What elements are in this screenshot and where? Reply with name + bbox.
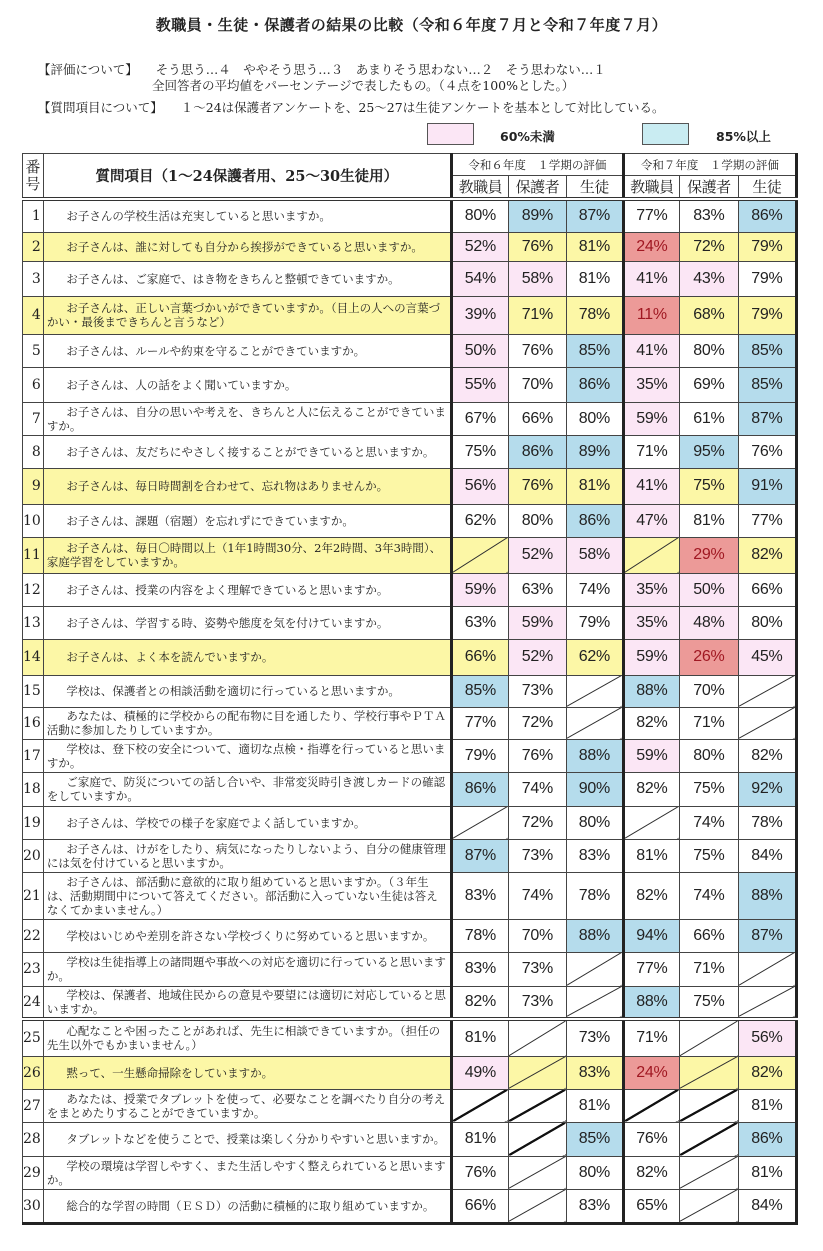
score-cell-student-r7: 45% (738, 639, 796, 675)
score-cell-staff-r6: 54% (451, 261, 508, 296)
score-cell-parent-r7: 80% (679, 334, 738, 367)
question-text: ご家庭で、防災についての話し合いや、非常変災時引き渡しカードの確認をしていますか。 (43, 772, 451, 806)
score-cell-parent-r6: 73% (508, 986, 566, 1019)
row-number: 21 (23, 872, 44, 919)
score-cell-student-r6: 58% (566, 537, 623, 573)
score-cell-parent-r7: 26% (679, 639, 738, 675)
score-cell-student-r7: 92% (738, 772, 796, 806)
score-cell-student-r7: 79% (738, 232, 796, 261)
question-text: タブレットなどを使うことで、授業は楽しく分かりやすいと思いますか。 (43, 1122, 451, 1156)
score-cell-staff-r7 (623, 537, 679, 573)
question-text: お子さんは、よく本を読んでいますか。 (43, 639, 451, 675)
score-cell-parent-r7 (679, 1156, 738, 1189)
score-cell-staff-r6: 56% (451, 468, 508, 504)
table-row (23, 261, 797, 296)
score-cell-student-r6: 85% (566, 1122, 623, 1156)
question-text: お子さんは、課題（宿題）を忘れずにできていますか。 (43, 504, 451, 537)
score-cell-parent-r6: 70% (508, 919, 566, 952)
table-row (23, 1189, 797, 1223)
score-cell-student-r6: 73% (566, 1019, 623, 1056)
score-cell-student-r6: 83% (566, 839, 623, 872)
score-cell-parent-r7: 75% (679, 839, 738, 872)
score-cell-staff-r6: 79% (451, 739, 508, 772)
score-cell-parent-r6: 58% (508, 261, 566, 296)
score-cell-staff-r6: 83% (451, 872, 508, 919)
question-text: あなたは、積極的に学校からの配布物に目を通したり、学校行事やＰＴＡ活動に参加したりしていますか。 (43, 707, 451, 739)
row-number: 1 (23, 199, 44, 232)
question-text: お子さんの学校生活は充実していると思いますか。 (43, 199, 451, 232)
row-number: 20 (23, 839, 44, 872)
score-cell-student-r6: 81% (566, 261, 623, 296)
score-cell-staff-r6: 52% (451, 232, 508, 261)
score-cell-parent-r7 (679, 1122, 738, 1156)
row-number: 4 (23, 296, 44, 334)
score-cell-student-r6: 88% (566, 919, 623, 952)
question-text: 総合的な学習の時間（ＥＳＤ）の活動に積極的に取り組めていますか。 (43, 1189, 451, 1223)
score-cell-parent-r7: 61% (679, 402, 738, 435)
score-cell-parent-r7: 69% (679, 367, 738, 402)
score-cell-parent-r6: 72% (508, 806, 566, 839)
score-cell-staff-r6: 50% (451, 334, 508, 367)
score-cell-student-r7: 82% (738, 1056, 796, 1089)
items-label: 【質問項目について】 (38, 100, 163, 115)
table-row (23, 952, 797, 986)
row-number: 25 (23, 1019, 44, 1056)
question-text: 学校は、保護者、地域住民からの意見や要望には適切に対応していると思いますか。 (43, 986, 451, 1019)
table-row (23, 199, 797, 232)
score-cell-staff-r6: 80% (451, 199, 508, 232)
question-text: あなたは、授業でタブレットを使って、必要なことを調べたり自分の考えをまとめたりすることができていますか。 (43, 1089, 451, 1122)
score-cell-student-r7: 81% (738, 1156, 796, 1189)
score-cell-parent-r7: 29% (679, 537, 738, 573)
score-cell-student-r7: 85% (738, 367, 796, 402)
table-row (23, 334, 797, 367)
score-cell-student-r6: 90% (566, 772, 623, 806)
row-number: 16 (23, 707, 44, 739)
score-cell-staff-r6: 81% (451, 1019, 508, 1056)
score-cell-staff-r6: 86% (451, 772, 508, 806)
score-cell-staff-r7: 24% (623, 1056, 679, 1089)
score-cell-parent-r7: 43% (679, 261, 738, 296)
score-cell-parent-r6: 76% (508, 468, 566, 504)
question-text: お子さんは、毎日〇時間以上（1年1時間30分、2年2時間、3年3時間）、家庭学習をしていますか。 (43, 537, 451, 573)
score-cell-staff-r7: 24% (623, 232, 679, 261)
score-cell-staff-r7: 47% (623, 504, 679, 537)
score-cell-parent-r6 (508, 1056, 566, 1089)
score-cell-staff-r7: 35% (623, 367, 679, 402)
score-cell-student-r6: 80% (566, 402, 623, 435)
score-cell-parent-r6: 76% (508, 739, 566, 772)
score-cell-staff-r7: 82% (623, 772, 679, 806)
score-cell-parent-r6: 89% (508, 199, 566, 232)
score-cell-student-r6 (566, 986, 623, 1019)
score-cell-staff-r6: 81% (451, 1122, 508, 1156)
row-number: 17 (23, 739, 44, 772)
results-table (22, 153, 798, 1225)
score-cell-student-r7: 56% (738, 1019, 796, 1056)
question-text: お子さんは、ルールや約束を守ることができていますか。 (43, 334, 451, 367)
table-row (23, 296, 797, 334)
items-desc: １～24は保護者アンケートを、25～27は生徒アンケートを基本として対比している。 (180, 100, 665, 115)
header-role-student-r7: 生徒 (738, 176, 796, 200)
score-cell-staff-r7: 59% (623, 402, 679, 435)
table-row (23, 675, 797, 707)
score-cell-student-r6: 83% (566, 1189, 623, 1223)
header-year-r6: 令和６年度 １学期の評価 (451, 154, 623, 176)
rating-label: 【評価について】 (38, 62, 138, 77)
score-cell-staff-r7: 88% (623, 675, 679, 707)
question-text: お子さんは、自分の思いや考えを、きちんと人に伝えることができていますか。 (43, 402, 451, 435)
question-text: お子さんは、学習する時、姿勢や態度を気を付けていますか。 (43, 606, 451, 639)
score-cell-parent-r6: 80% (508, 504, 566, 537)
score-cell-staff-r6: 66% (451, 1189, 508, 1223)
score-cell-student-r7: 86% (738, 1122, 796, 1156)
score-cell-parent-r6: 76% (508, 334, 566, 367)
score-cell-student-r7: 82% (738, 739, 796, 772)
header-number: 番号 (23, 154, 44, 200)
score-cell-parent-r6: 59% (508, 606, 566, 639)
score-cell-staff-r6: 87% (451, 839, 508, 872)
score-cell-parent-r7: 71% (679, 952, 738, 986)
table-row (23, 806, 797, 839)
score-cell-parent-r7: 83% (679, 199, 738, 232)
score-cell-parent-r7: 50% (679, 573, 738, 606)
score-cell-parent-r6 (508, 1189, 566, 1223)
row-number: 19 (23, 806, 44, 839)
score-cell-student-r7 (738, 707, 796, 739)
score-cell-staff-r7: 94% (623, 919, 679, 952)
score-cell-parent-r6: 74% (508, 872, 566, 919)
score-cell-student-r6: 87% (566, 199, 623, 232)
score-cell-student-r6: 88% (566, 739, 623, 772)
score-cell-student-r6 (566, 707, 623, 739)
score-cell-staff-r6: 85% (451, 675, 508, 707)
score-cell-parent-r7 (679, 1056, 738, 1089)
question-text: 学校の環境は学習しやすく、また生活しやすく整えられていると思いますか。 (43, 1156, 451, 1189)
legend-swatch-over-85 (642, 123, 689, 145)
score-cell-staff-r6: 83% (451, 952, 508, 986)
question-text: 学校は生徒指導上の諸問題や事故への対応を適切に行っていると思いますか。 (43, 952, 451, 986)
row-number: 24 (23, 986, 44, 1019)
table-row (23, 1056, 797, 1089)
header-role-parent-r7: 保護者 (679, 176, 738, 200)
score-cell-staff-r7: 65% (623, 1189, 679, 1223)
score-cell-staff-r7: 11% (623, 296, 679, 334)
score-cell-parent-r7: 80% (679, 739, 738, 772)
score-cell-student-r6: 83% (566, 1056, 623, 1089)
table-row (23, 872, 797, 919)
score-cell-parent-r6: 70% (508, 367, 566, 402)
row-number: 18 (23, 772, 44, 806)
row-number: 28 (23, 1122, 44, 1156)
table-row (23, 1019, 797, 1056)
table-row (23, 573, 797, 606)
score-cell-staff-r7: 88% (623, 986, 679, 1019)
score-cell-staff-r7: 82% (623, 707, 679, 739)
score-cell-student-r7: 82% (738, 537, 796, 573)
score-cell-student-r7 (738, 675, 796, 707)
row-number: 15 (23, 675, 44, 707)
score-cell-student-r6: 86% (566, 367, 623, 402)
score-cell-student-r6: 81% (566, 1089, 623, 1122)
score-cell-parent-r6 (508, 1122, 566, 1156)
question-text: 学校は、保護者との相談活動を適切に行っていると思いますか。 (43, 675, 451, 707)
table-row (23, 839, 797, 872)
score-cell-student-r7 (738, 952, 796, 986)
score-cell-staff-r6: 49% (451, 1056, 508, 1089)
row-number: 22 (23, 919, 44, 952)
question-text: お子さんは、けがをしたり、病気になったりしないよう、自分の健康管理には気を付けていると思いますか。 (43, 839, 451, 872)
table-row (23, 435, 797, 468)
question-text: 黙って、一生懸命掃除をしていますか。 (43, 1056, 451, 1089)
question-text: お子さんは、学校での様子を家庭でよく話していますか。 (43, 806, 451, 839)
score-cell-parent-r7: 66% (679, 919, 738, 952)
score-cell-student-r6: 80% (566, 806, 623, 839)
score-cell-student-r7: 85% (738, 334, 796, 367)
row-number: 7 (23, 402, 44, 435)
score-cell-staff-r6: 76% (451, 1156, 508, 1189)
table-row (23, 707, 797, 739)
score-cell-parent-r7: 72% (679, 232, 738, 261)
score-cell-student-r7: 88% (738, 872, 796, 919)
score-cell-parent-r6: 66% (508, 402, 566, 435)
score-cell-parent-r6: 73% (508, 675, 566, 707)
score-cell-parent-r6: 74% (508, 772, 566, 806)
row-number: 30 (23, 1189, 44, 1223)
score-cell-staff-r6: 62% (451, 504, 508, 537)
header-year-r7: 令和７年度 １学期の評価 (623, 154, 796, 176)
header-role-staff-r6: 教職員 (451, 176, 508, 200)
header-question: 質問項目（1～24保護者用、25～30生徒用） (43, 154, 451, 200)
header-role-staff-r7: 教職員 (623, 176, 679, 200)
header-role-parent-r6: 保護者 (508, 176, 566, 200)
score-cell-staff-r6: 63% (451, 606, 508, 639)
score-cell-staff-r7: 41% (623, 261, 679, 296)
score-cell-staff-r7 (623, 806, 679, 839)
score-cell-staff-r6: 55% (451, 367, 508, 402)
score-cell-parent-r7: 75% (679, 772, 738, 806)
score-cell-staff-r6: 75% (451, 435, 508, 468)
score-cell-staff-r7 (623, 1089, 679, 1122)
score-cell-student-r6: 79% (566, 606, 623, 639)
score-cell-student-r6: 62% (566, 639, 623, 675)
table-row (23, 1122, 797, 1156)
rating-scale: そう思う…４ ややそう思う…３ あまりそう思わない…２ そう思わない…１ (155, 62, 606, 77)
score-cell-staff-r7: 71% (623, 435, 679, 468)
question-text: お子さんは、人の話をよく聞いていますか。 (43, 367, 451, 402)
row-number: 12 (23, 573, 44, 606)
score-cell-staff-r7: 41% (623, 468, 679, 504)
score-cell-student-r7: 79% (738, 261, 796, 296)
score-cell-parent-r7: 71% (679, 707, 738, 739)
legend-label-over-85: 85%以上 (716, 129, 771, 144)
score-cell-student-r6: 85% (566, 334, 623, 367)
score-cell-staff-r6: 67% (451, 402, 508, 435)
score-cell-staff-r7: 35% (623, 573, 679, 606)
header-role-student-r6: 生徒 (566, 176, 623, 200)
score-cell-parent-r6: 71% (508, 296, 566, 334)
score-cell-student-r6 (566, 675, 623, 707)
score-cell-parent-r7 (679, 1089, 738, 1122)
score-cell-staff-r6 (451, 537, 508, 573)
score-cell-parent-r7: 74% (679, 872, 738, 919)
score-cell-student-r6: 86% (566, 504, 623, 537)
score-cell-student-r6: 81% (566, 232, 623, 261)
score-cell-staff-r6: 59% (451, 573, 508, 606)
score-cell-parent-r7: 70% (679, 675, 738, 707)
score-cell-parent-r7: 75% (679, 986, 738, 1019)
score-cell-parent-r6: 76% (508, 232, 566, 261)
score-cell-parent-r6 (508, 1156, 566, 1189)
table-row (23, 468, 797, 504)
question-text: 心配なことや困ったことがあれば、先生に相談できていますか。（担任の先生以外でもかまいません。） (43, 1019, 451, 1056)
table-row (23, 739, 797, 772)
score-cell-parent-r7 (679, 1019, 738, 1056)
score-cell-student-r6: 78% (566, 872, 623, 919)
score-cell-student-r7: 91% (738, 468, 796, 504)
score-cell-staff-r7: 82% (623, 1156, 679, 1189)
row-number: 2 (23, 232, 44, 261)
score-cell-student-r7: 87% (738, 402, 796, 435)
row-number: 5 (23, 334, 44, 367)
score-cell-parent-r7: 68% (679, 296, 738, 334)
table-row (23, 232, 797, 261)
score-cell-student-r6: 74% (566, 573, 623, 606)
score-cell-student-r7: 86% (738, 199, 796, 232)
page-title: 教職員・生徒・保護者の結果の比較（令和６年度７月と令和７年度７月） (155, 16, 668, 34)
score-cell-staff-r6: 77% (451, 707, 508, 739)
score-cell-student-r6: 78% (566, 296, 623, 334)
table-row (23, 402, 797, 435)
score-cell-staff-r7: 35% (623, 606, 679, 639)
score-cell-student-r7 (738, 986, 796, 1019)
row-number: 27 (23, 1089, 44, 1122)
score-cell-student-r7: 81% (738, 1089, 796, 1122)
row-number: 13 (23, 606, 44, 639)
score-cell-parent-r7: 75% (679, 468, 738, 504)
score-cell-staff-r6: 78% (451, 919, 508, 952)
score-cell-student-r7: 77% (738, 504, 796, 537)
score-cell-student-r6 (566, 952, 623, 986)
row-number: 8 (23, 435, 44, 468)
score-cell-parent-r6: 52% (508, 639, 566, 675)
score-cell-staff-r6: 82% (451, 986, 508, 1019)
table-row (23, 919, 797, 952)
score-cell-staff-r6 (451, 806, 508, 839)
table-row (23, 504, 797, 537)
question-text: お子さんは、部活動に意欲的に取り組めていると思いますか。（３年生は、活動期間中について答えてください。部活動に入っていない生徒は答えなくてかまいません。） (43, 872, 451, 919)
table-row (23, 1089, 797, 1122)
row-number: 10 (23, 504, 44, 537)
score-cell-parent-r6: 86% (508, 435, 566, 468)
score-cell-student-r7: 80% (738, 606, 796, 639)
score-cell-parent-r7 (679, 1189, 738, 1223)
score-cell-staff-r7: 71% (623, 1019, 679, 1056)
score-cell-parent-r6: 52% (508, 537, 566, 573)
score-cell-student-r6: 89% (566, 435, 623, 468)
score-cell-staff-r7: 81% (623, 839, 679, 872)
score-cell-parent-r6: 72% (508, 707, 566, 739)
score-cell-parent-r7: 81% (679, 504, 738, 537)
question-text: お子さんは、正しい言葉づかいができていますか。（目上の人への言葉づかい・最後まできちんと言うなど） (43, 296, 451, 334)
score-cell-staff-r6: 39% (451, 296, 508, 334)
question-text: お子さんは、友だちにやさしく接することができていると思いますか。 (43, 435, 451, 468)
row-number: 3 (23, 261, 44, 296)
score-cell-staff-r7: 59% (623, 639, 679, 675)
score-cell-student-r7: 78% (738, 806, 796, 839)
table-row (23, 1156, 797, 1189)
score-cell-student-r7: 79% (738, 296, 796, 334)
table-row (23, 606, 797, 639)
score-cell-parent-r7: 48% (679, 606, 738, 639)
score-cell-staff-r7: 41% (623, 334, 679, 367)
row-number: 29 (23, 1156, 44, 1189)
score-cell-student-r6: 80% (566, 1156, 623, 1189)
score-cell-student-r7: 66% (738, 573, 796, 606)
question-text: お子さんは、誰に対しても自分から挨拶ができていると思いますか。 (43, 232, 451, 261)
score-cell-student-r7: 84% (738, 1189, 796, 1223)
score-cell-student-r7: 84% (738, 839, 796, 872)
table-row (23, 537, 797, 573)
score-cell-staff-r7: 82% (623, 872, 679, 919)
table-row (23, 986, 797, 1019)
score-cell-staff-r7: 77% (623, 952, 679, 986)
row-number: 23 (23, 952, 44, 986)
legend-swatch-under-60 (427, 123, 474, 145)
score-cell-student-r7: 76% (738, 435, 796, 468)
rating-desc: 全回答者の平均値をパーセンテージで表したもの。（４点を100%とした。） (152, 78, 575, 93)
score-cell-parent-r6 (508, 1089, 566, 1122)
question-text: お子さんは、ご家庭で、はき物をきちんと整頓できていますか。 (43, 261, 451, 296)
score-cell-parent-r7: 74% (679, 806, 738, 839)
row-number: 26 (23, 1056, 44, 1089)
items-note (38, 98, 664, 116)
table-row (23, 639, 797, 675)
score-cell-parent-r6: 73% (508, 839, 566, 872)
score-cell-staff-r6 (451, 1089, 508, 1122)
question-text: お子さんは、毎日時間割を合わせて、忘れ物はありませんか。 (43, 468, 451, 504)
score-cell-student-r6: 81% (566, 468, 623, 504)
score-cell-parent-r7: 95% (679, 435, 738, 468)
row-number: 6 (23, 367, 44, 402)
score-cell-staff-r6: 66% (451, 639, 508, 675)
legend-label-under-60: 60%未満 (500, 129, 555, 144)
question-text: 学校はいじめや差別を許さない学校づくりに努めていると思いますか。 (43, 919, 451, 952)
score-cell-parent-r6: 73% (508, 952, 566, 986)
table-row (23, 367, 797, 402)
score-cell-student-r7: 87% (738, 919, 796, 952)
row-number: 9 (23, 468, 44, 504)
row-number: 11 (23, 537, 44, 573)
score-cell-parent-r6 (508, 1019, 566, 1056)
table-row (23, 772, 797, 806)
score-cell-staff-r7: 59% (623, 739, 679, 772)
question-text: お子さんは、授業の内容をよく理解できていると思いますか。 (43, 573, 451, 606)
row-number: 14 (23, 639, 44, 675)
question-text: 学校は、登下校の安全について、適切な点検・指導を行っていると思いますか。 (43, 739, 451, 772)
score-cell-staff-r7: 77% (623, 199, 679, 232)
score-cell-staff-r7: 76% (623, 1122, 679, 1156)
score-cell-parent-r6: 63% (508, 573, 566, 606)
